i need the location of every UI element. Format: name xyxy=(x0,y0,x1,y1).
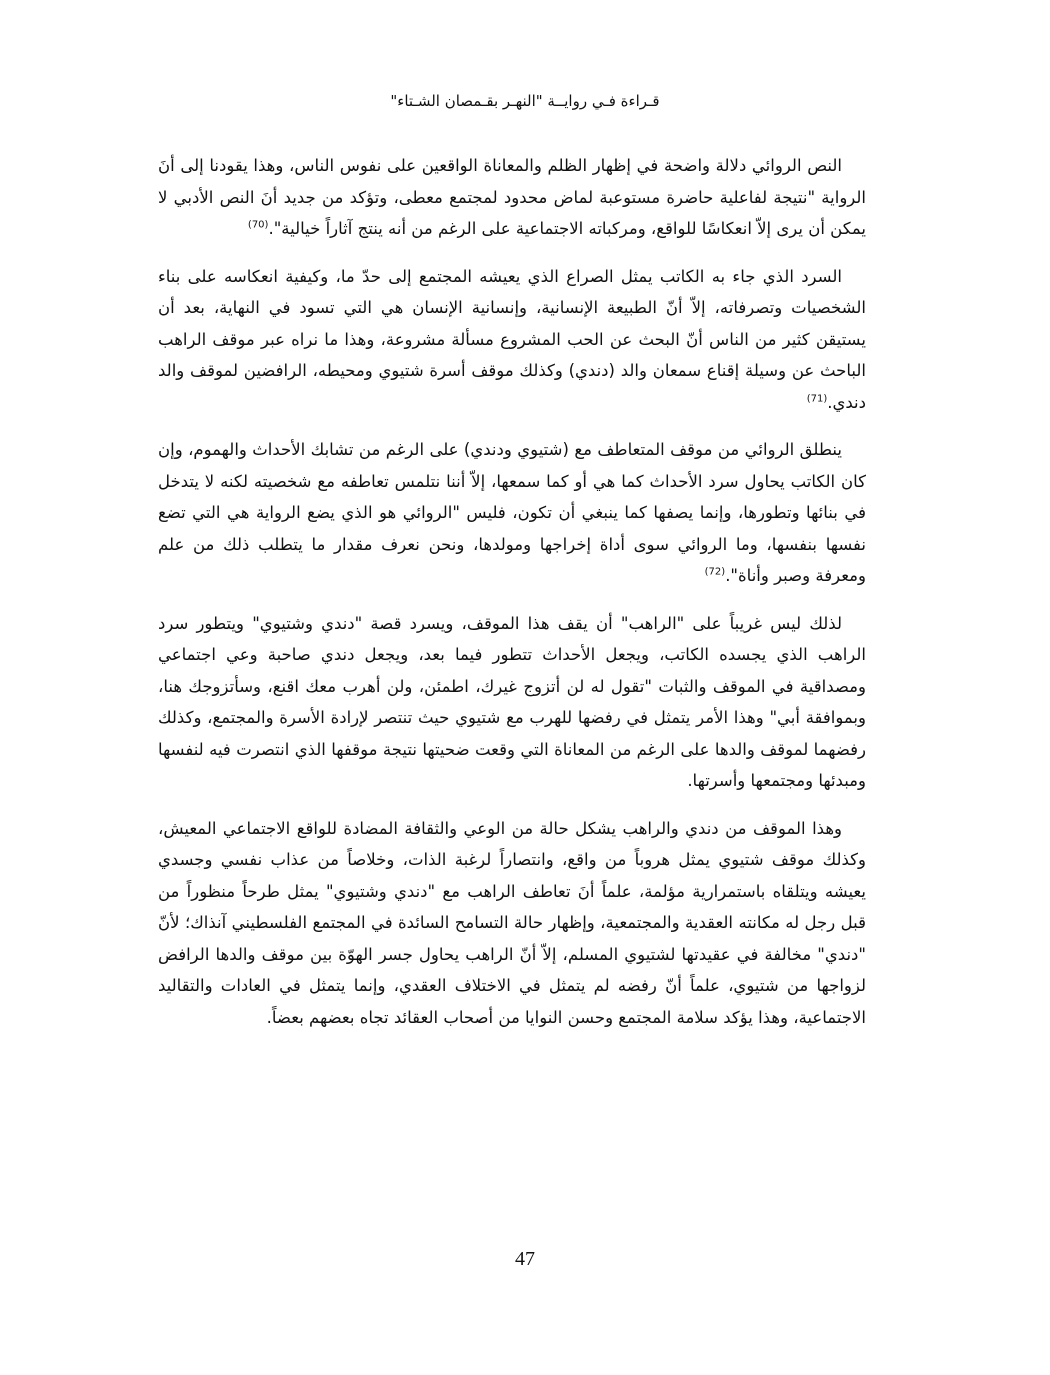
paragraph-2 xyxy=(158,261,866,419)
paragraph-text: السرد الذي جاء به الكاتب يمثل الصراع الذي يعيشه المجتمع إلى حدّ ما، وكيفية انعكاسه على بناء الشخصيات وتصرفاته، إلاّ أنّ الطبيعة الإنسانية، وإنسانية الإنسان هي التي تسود في النهاية، بعد أن يستيقن كثير من الناس أنّ البحث عن الحب المشروع مسألة مشروعة، وهذا ما نراه عبر موقف الراهب الباحث عن وسيلة إقناع سمعان والد (دندي) وكذلك موقف أسرة شتيوي ومحيطه، الرافضين لموقف والد دندي. xyxy=(158,266,866,412)
paragraph-text: ينطلق الروائي من موقف المتعاطف مع (شتيوي ودندي) على الرغم من تشابك الأحداث والهموم، وإن كان الكاتب يحاول سرد الأحداث كما هي أو كما سمعها، إلاّ أننا نتلمس تعاطفه مع شخصيته لكنه لا يتدخل في بنائها وتطورها، وإنما يصفها كما ينبغي أن تكون، فليس "الروائي هو الذي يضع الرواية هي التي تضع نفسها بنفسها، وما الروائي سوى أداة إخراجها ومولدها، ونحن نعرف مقدار ما يتطلب ذلك من علم ومعرفة وصبر وأناة". xyxy=(158,440,866,585)
paragraph-text: النص الروائي دلالة واضحة في إظهار الظلم والمعاناة الواقعين على نفوس الناس، وهذا يقودنا إلى أنَ الرواية "نتيجة لفاعلية حاضرة مستوعبة لماض محدود لمجتمع معطى، وتؤكد من جديد أنَ النص الأدبي لا يمكن أن يرى إلاّ انعكاسًا للواقع، ومركباته الاجتماعية على الرغم من أنه ينتج آثاراً خيالية". xyxy=(158,156,866,238)
page-number: 47 xyxy=(515,1248,535,1270)
footnote-ref[interactable]: (71) xyxy=(806,393,828,404)
body-text xyxy=(158,150,866,1049)
paragraph-text: وهذا الموقف من دندي والراهب يشكل حالة من الوعي والثقافة المضادة للواقع الاجتماعي المعيش، وكذلك موقف شتيوي يمثل هروباً من واقع، وانتصاراً لرغبة الذات، وخلاصاً من عذاب نفسي وجسدي يعيشه ويتلقاه باستمرارية مؤلمة، علماً أنَ تعاطف الراهب مع "دندي وشتيوي" يمثل طرحاً منظوراً من قبل رجل له مكانته العقدية والمجتمعية، وإظهار حالة التسامح السائدة في المجتمع الفلسطيني آنذاك؛ لأنّ "دندي" مخالفة في عقيدتها لشتيوي المسلم، إلاّ أنّ الراهب يحاول جسر الهوّة بين موقف والدها الرافض لزواجها من شتيوي، علماً أنّ رفضه لم يتمثل في الاختلاف العقدي، وإنما يتمثل في العادات والتقاليد الاجتماعية، وهذا يؤكد سلامة المجتمع وحسن النوايا من أصحاب العقائد تجاه بعضهم بعضاً. xyxy=(158,818,866,1027)
footnote-ref[interactable]: (72) xyxy=(704,566,726,578)
paragraph-text: لذلك ليس غريباً على "الراهب" أن يقف هذا الموقف، ويسرد قصة "دندي وشتيوي" ويتطور سرد الراهب الذي يجسده الكاتب، ويجعل الأحداث تتطور فيما بعد، ويجعل دندي صاحبة وعي اجتماعي ومصداقية في الموقف والثبات "تقول له لن أتزوج غيرك، اطمئن، ولن أهرب معك اقنع، وسأتزوجك هنا، وبموافقة أبي" وهذا الأمر يتمثل في رفضها للهرب مع شتيوي حيث تنتصر لإرادة الأسرة والمجتمع، وكذلك رفضهما لموقف والدها على الرغم من المعاناة التي وقعت ضحيتها نتيجة موقفها الذي انتصرت فيه لنفسها ومبدئها ومجتمعها وأسرتها. xyxy=(158,613,866,790)
footnote-ref[interactable]: (70) xyxy=(247,219,269,231)
paragraph-5 xyxy=(158,813,866,1034)
paragraph-1 xyxy=(158,150,866,245)
paragraph-3 xyxy=(158,434,866,592)
running-header: قـراءة فـي روايــة "النهـر بقـمصان الشـتاء" xyxy=(390,92,660,110)
paragraph-4 xyxy=(158,608,866,797)
